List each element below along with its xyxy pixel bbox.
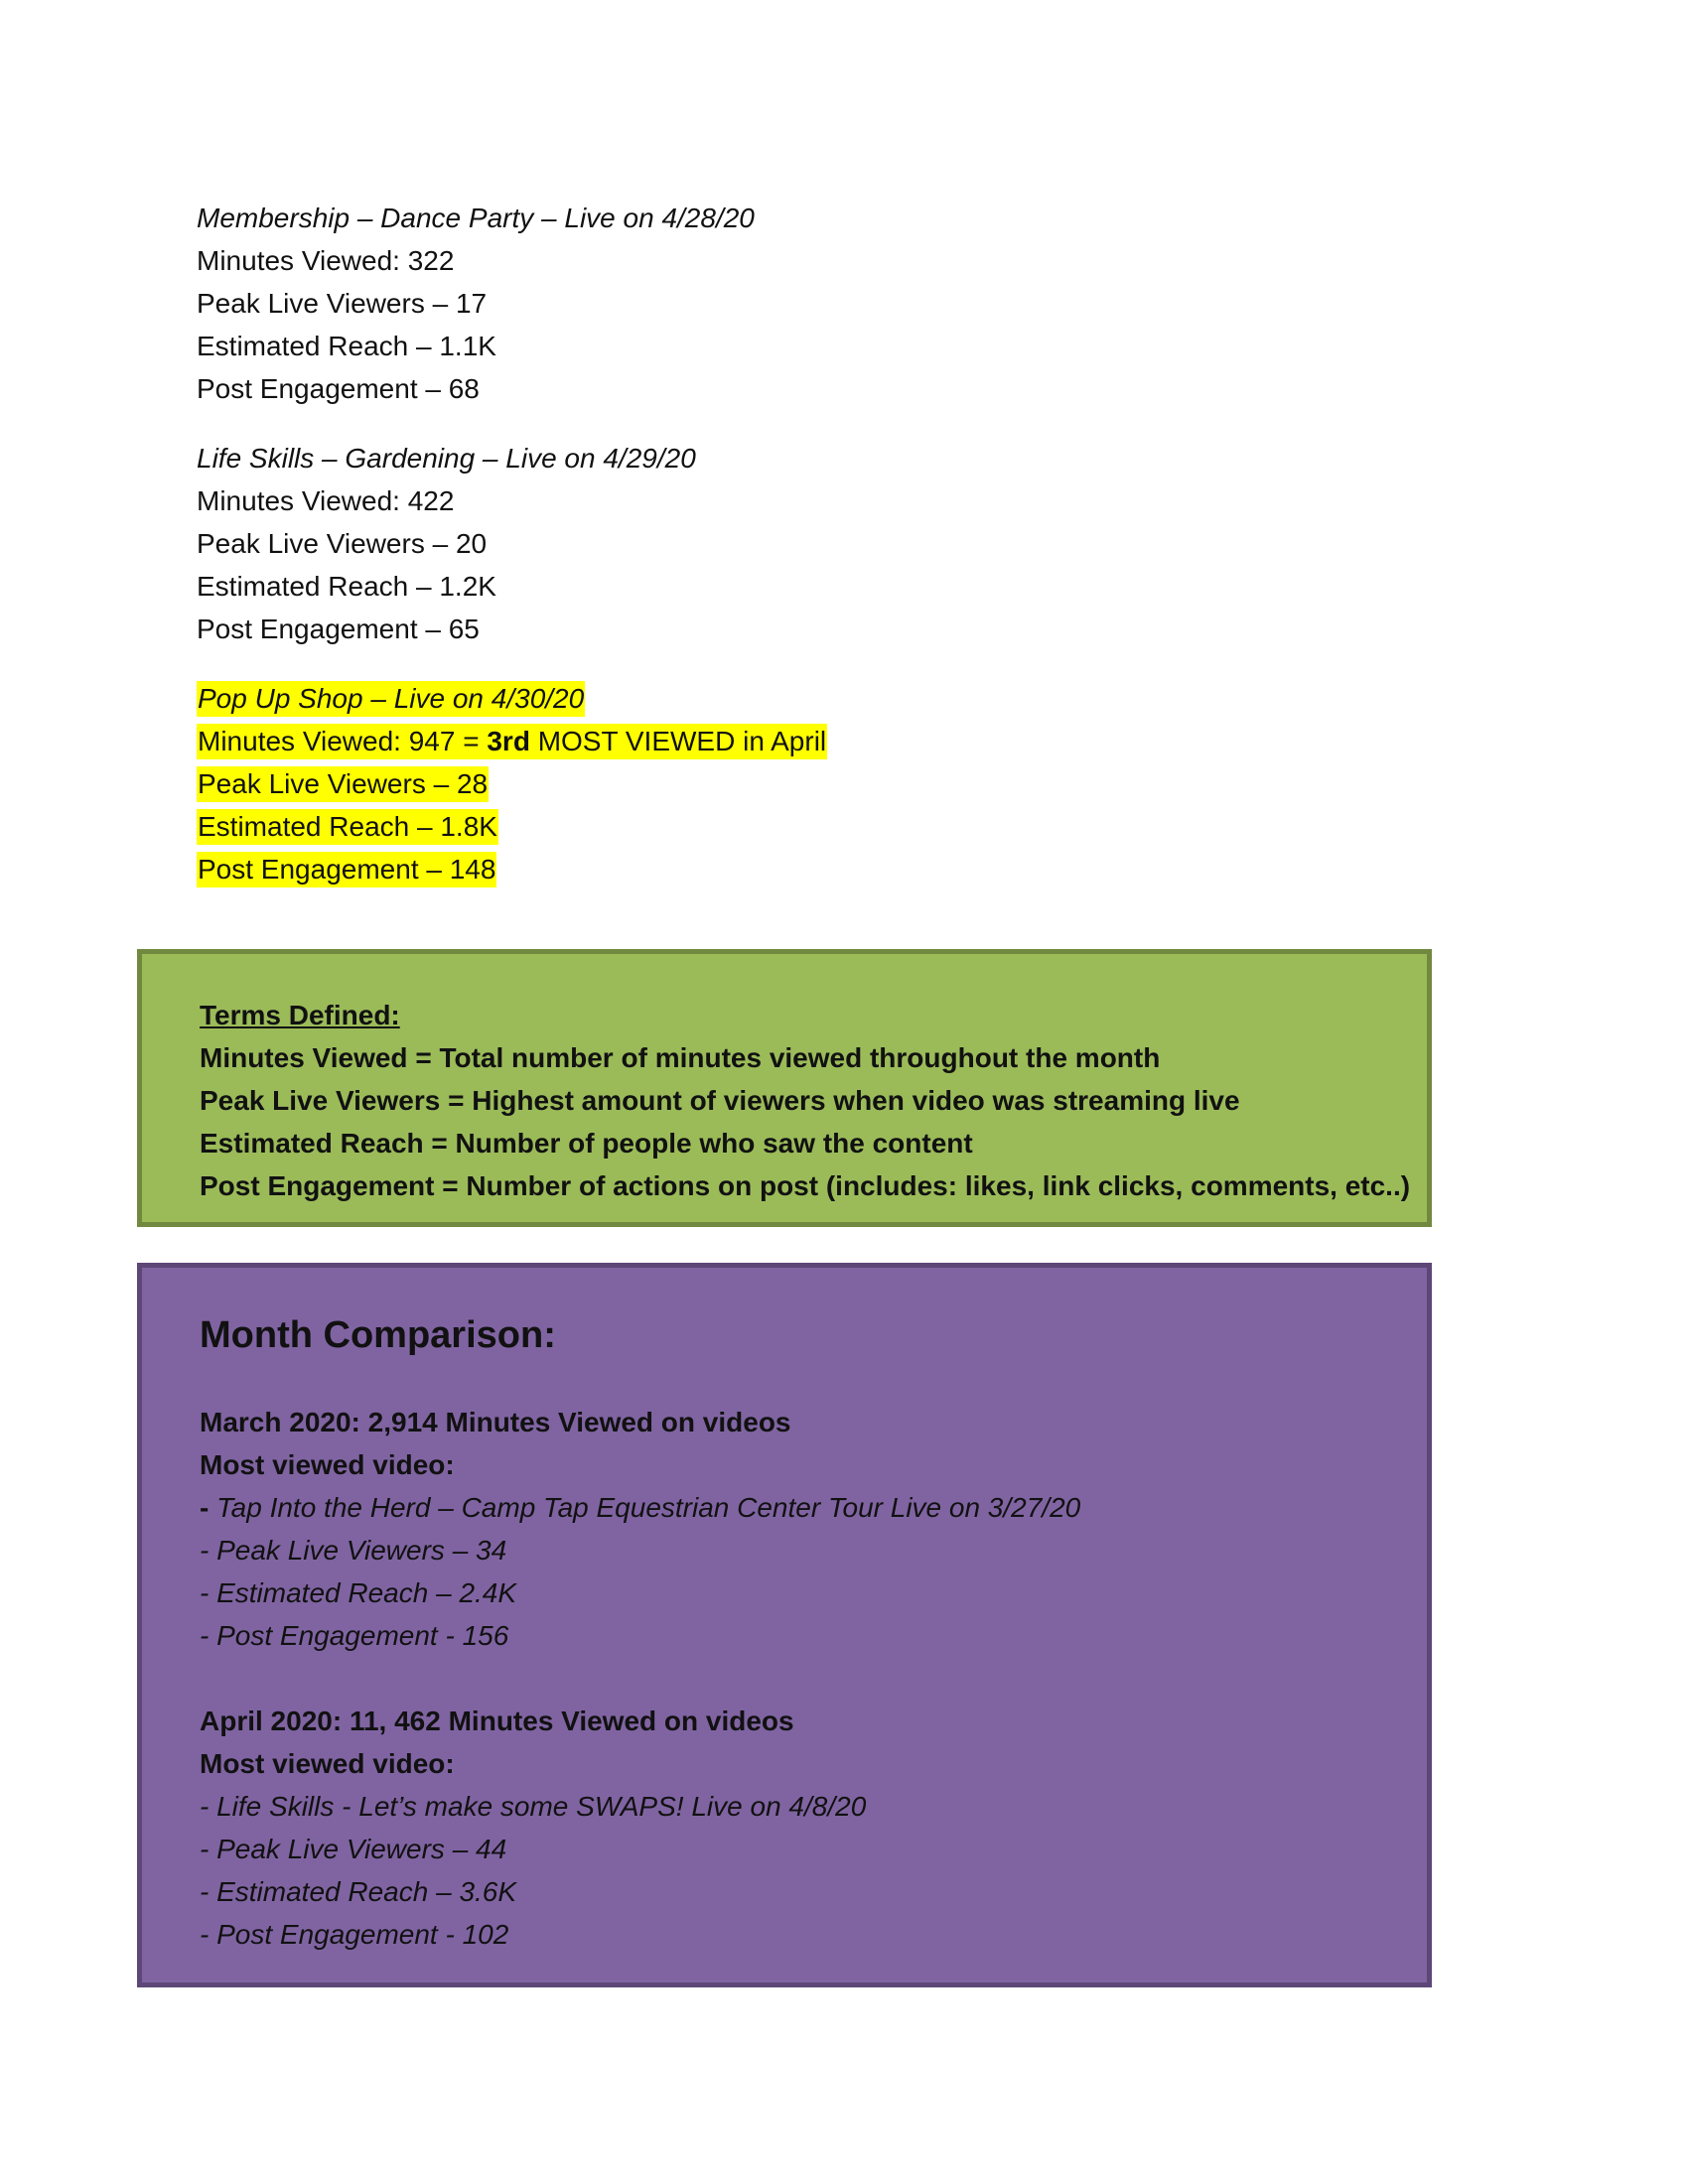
april-estimated-reach: - Estimated Reach – 3.6K <box>200 1876 517 1907</box>
minutes-viewed-value: Minutes Viewed: 947 = <box>198 726 488 756</box>
terms-defined-box <box>137 949 1432 1227</box>
april-most-viewed-video: - Life Skills - Let’s make some SWAPS! Live on 4/8/20 <box>200 1791 867 1822</box>
post-engagement: Post Engagement – 68 <box>197 373 480 404</box>
peak-live-viewers: Peak Live Viewers – 17 <box>197 288 488 319</box>
minutes-viewed: Minutes Viewed: 322 <box>197 245 455 276</box>
view-rank-note: MOST VIEWED in April <box>529 726 827 756</box>
march-post-engagement: - Post Engagement - 156 <box>200 1620 509 1651</box>
term-estimated-reach: Estimated Reach = Number of people who saw the content <box>200 1128 973 1159</box>
peak-live-viewers: Peak Live Viewers – 20 <box>197 528 488 559</box>
term-peak-live-viewers: Peak Live Viewers = Highest amount of viewers when video was streaming live <box>200 1085 1240 1116</box>
estimated-reach: Estimated Reach – 1.2K <box>197 571 496 602</box>
estimated-reach: Estimated Reach – 1.1K <box>197 331 496 361</box>
march-most-viewed-video <box>200 1486 1080 1529</box>
video-stats-membership <box>197 197 1289 410</box>
minutes-viewed <box>197 724 827 759</box>
video-title: Pop Up Shop – Live on 4/30/20 <box>197 681 585 717</box>
april-post-engagement: - Post Engagement - 102 <box>200 1919 509 1950</box>
video-title: Life Skills – Gardening – Live on 4/29/20 <box>197 443 696 474</box>
view-rank: 3rd <box>487 726 530 756</box>
month-comparison-heading: Month Comparison: <box>200 1314 556 1356</box>
term-minutes-viewed: Minutes Viewed = Total number of minutes viewed throughout the month <box>200 1042 1161 1073</box>
month-comparison-box <box>137 1263 1432 1987</box>
march-video-dash: - <box>200 1492 217 1523</box>
minutes-viewed: Minutes Viewed: 422 <box>197 485 455 516</box>
march-estimated-reach: - Estimated Reach – 2.4K <box>200 1577 517 1608</box>
video-title: Membership – Dance Party – Live on 4/28/20 <box>197 203 755 233</box>
video-stats-life-skills <box>197 437 1289 650</box>
peak-live-viewers: Peak Live Viewers – 28 <box>197 766 489 802</box>
term-post-engagement: Post Engagement = Number of actions on post (includes: likes, link clicks, comments, etc..) <box>200 1170 1411 1201</box>
march-most-viewed-label: Most viewed video: <box>200 1449 455 1480</box>
march-video-title: Tap Into the Herd – Camp Tap Equestrian Center Tour Live on 3/27/20 <box>216 1492 1081 1523</box>
april-peak-live-viewers: - Peak Live Viewers – 44 <box>200 1834 507 1864</box>
post-engagement: Post Engagement – 148 <box>197 852 496 887</box>
april-summary: April 2020: 11, 462 Minutes Viewed on videos <box>200 1706 794 1736</box>
video-stats-pop-up-shop <box>197 677 1289 890</box>
april-most-viewed-label: Most viewed video: <box>200 1748 455 1779</box>
march-summary: March 2020: 2,914 Minutes Viewed on videos <box>200 1407 791 1437</box>
post-engagement: Post Engagement – 65 <box>197 614 480 644</box>
estimated-reach: Estimated Reach – 1.8K <box>197 809 498 845</box>
terms-heading: Terms Defined: <box>200 1000 400 1030</box>
march-peak-live-viewers: - Peak Live Viewers – 34 <box>200 1535 507 1566</box>
